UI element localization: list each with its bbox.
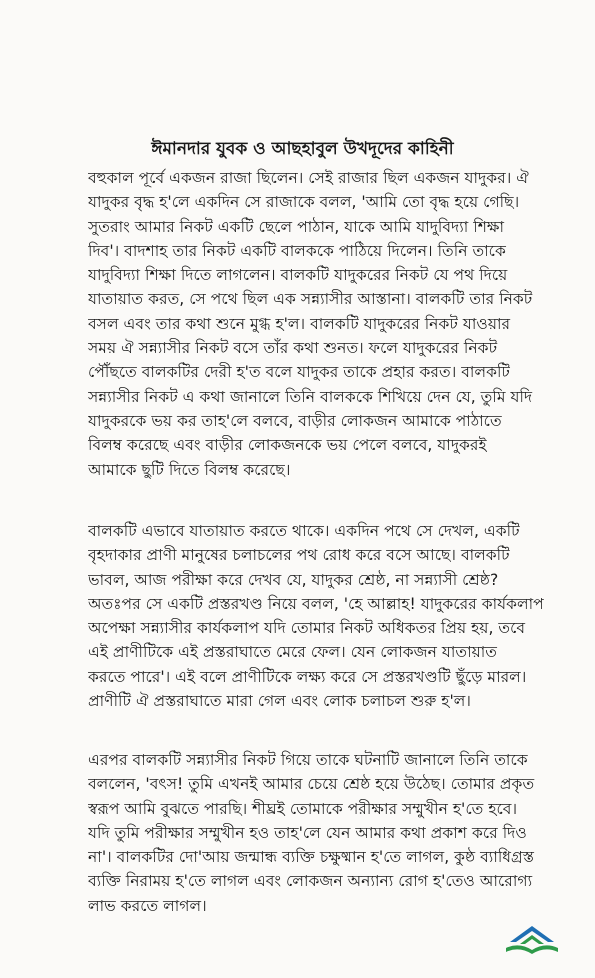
emblem-roof-shape: [510, 926, 554, 942]
text-line: পৌঁছতে বালকটির দেরী হ'ত বলে যাদুকর তাকে প্রহার করত। বালকটি: [88, 363, 510, 382]
text-line: সন্ন্যাসীর নিকট এ কথা জানালে তিনি বালককে শিখিয়ে দেন যে, তুমি যদি: [88, 387, 533, 406]
book-emblem-icon: [502, 920, 562, 960]
text-line: বিলম্ব করেছে এবং বাড়ীর লোকজনকে ভয় পেলে বলবে, যাদুকরই: [88, 436, 487, 455]
text-line: সুতরাং আমার নিকট একটি ছেলে পাঠান, যাকে আমি যাদুবিদ্যা শিক্ষা: [88, 217, 505, 236]
text-line: এই প্রাণীটিকে এই প্রস্তরাঘাতে মেরে ফেল। যেন লোকজন যাতায়াত: [88, 643, 497, 662]
text-line: অতঃপর সে একটি প্রস্তরখণ্ড নিয়ে বলল, 'হে আল্লাহ! যাদুকরের কার্যকলাপ: [88, 594, 544, 613]
text-line: না'। বালকটির দো'আয় জন্মান্ধ ব্যক্তি চক্ষুষ্মান হ'তে লাগল, কুষ্ঠ ব্যাধিগ্রস্ত: [88, 848, 534, 867]
text-line: সময় ঐ সন্ন্যাসীর নিকট বসে তাঁর কথা শুনত। ফলে যাদুকরের নিকট: [88, 339, 498, 358]
paragraph-3: [88, 748, 572, 918]
text-line: যদি তুমি পরীক্ষার সম্মুখীন হও তাহ'লে যেন আমার কথা প্রকাশ করে দিও: [88, 823, 527, 842]
text-line: বালকটি এভাবে যাতায়াত করতে থাকে। একদিন পথে সে দেখল, একটি: [88, 522, 520, 540]
text-line: বললেন, 'বৎস! তুমি এখনই আমার চেয়ে শ্রেষ্ঠ হয়ে উঠেছ। তোমার প্রকৃত: [88, 775, 535, 794]
text-line: যাদুবিদ্যা শিক্ষা দিতে লাগলেন। বালকটি যাদুকরের নিকট যে পথ দিয়ে: [88, 266, 508, 285]
text-line: যাতায়াত করত, সে পথে ছিল এক সন্ন্যাসীর আস্তানা। বালকটি তার নিকট: [88, 290, 533, 309]
text-line: যাদুকরকে ভয় কর তাহ'লে বলবে, বাড়ীর লোকজন আমাকে পাঠাতে: [88, 411, 502, 430]
text-line: করতে পারে'। এই বলে প্রাণীটিকে লক্ষ্য করে সে প্রস্তরখণ্ডটি ছুঁড়ে মারল।: [88, 667, 527, 686]
paragraph-1: [88, 166, 572, 482]
emblem-book-shape: [506, 945, 558, 954]
text-line: ব্যক্তি নিরাময় হ'তে লাগল এবং লোকজন অন্যান্য রোগ হ'তেও আরোগ্য: [88, 872, 533, 891]
text-line: দিব'। বাদশাহ তার নিকট একটি বালককে পাঠিয়ে দিলেন। তিনি তাকে: [88, 241, 506, 260]
text-line: আমাকে ছুটি দিতে বিলম্ব করেছে।: [88, 460, 291, 479]
text-line: প্রাণীটি ঐ প্রস্তরাঘাতে মারা গেল এবং লোক চলাচল শুরু হ'ল।: [88, 692, 471, 711]
text-line: অপেক্ষা সন্ন্যাসীর কার্যকলাপ যদি তোমার নিকট অধিকতর প্রিয় হয়, তবে: [88, 619, 526, 638]
text-line: বৃহদাকার প্রাণী মানুষের চলাচলের পথ রোধ করে বসে আছে। বালকটি: [88, 546, 510, 565]
text-line: যাদুকর বৃদ্ধ হ'লে একদিন সে রাজাকে বলল, 'আমি তো বৃদ্ধ হয়ে গেছি।: [88, 193, 520, 212]
text-line: লাভ করতে লাগল।: [88, 896, 207, 915]
text-line: ভাবল, আজ পরীক্ষা করে দেখব যে, যাদুকর শ্রেষ্ঠ, না সন্ন্যাসী শ্রেষ্ঠ?: [88, 570, 499, 589]
text-line: এরপর বালকটি সন্ন্যাসীর নিকট গিয়ে তাকে ঘটনাটি জানালে তিনি তাকে: [88, 751, 528, 769]
text-line: স্বরূপ আমি বুঝতে পারছি। শীঘ্রই তোমাকে পরীক্ষার সম্মুখীন হ'তে হবে।: [88, 799, 518, 818]
paragraph-2: [88, 519, 572, 713]
text-line: বসল এবং তার কথা শুনে মুগ্ধ হ'ল। বালকটি যাদুকরের নিকট যাওয়ার: [88, 314, 511, 333]
text-line: বহুকাল পূর্বে একজন রাজা ছিলেন। সেই রাজার ছিল একজন যাদুকর। ঐ: [88, 169, 529, 187]
page-title: ঈমানদার যুবক ও আছহাবুল উখদূদের কাহিনী: [151, 139, 454, 159]
